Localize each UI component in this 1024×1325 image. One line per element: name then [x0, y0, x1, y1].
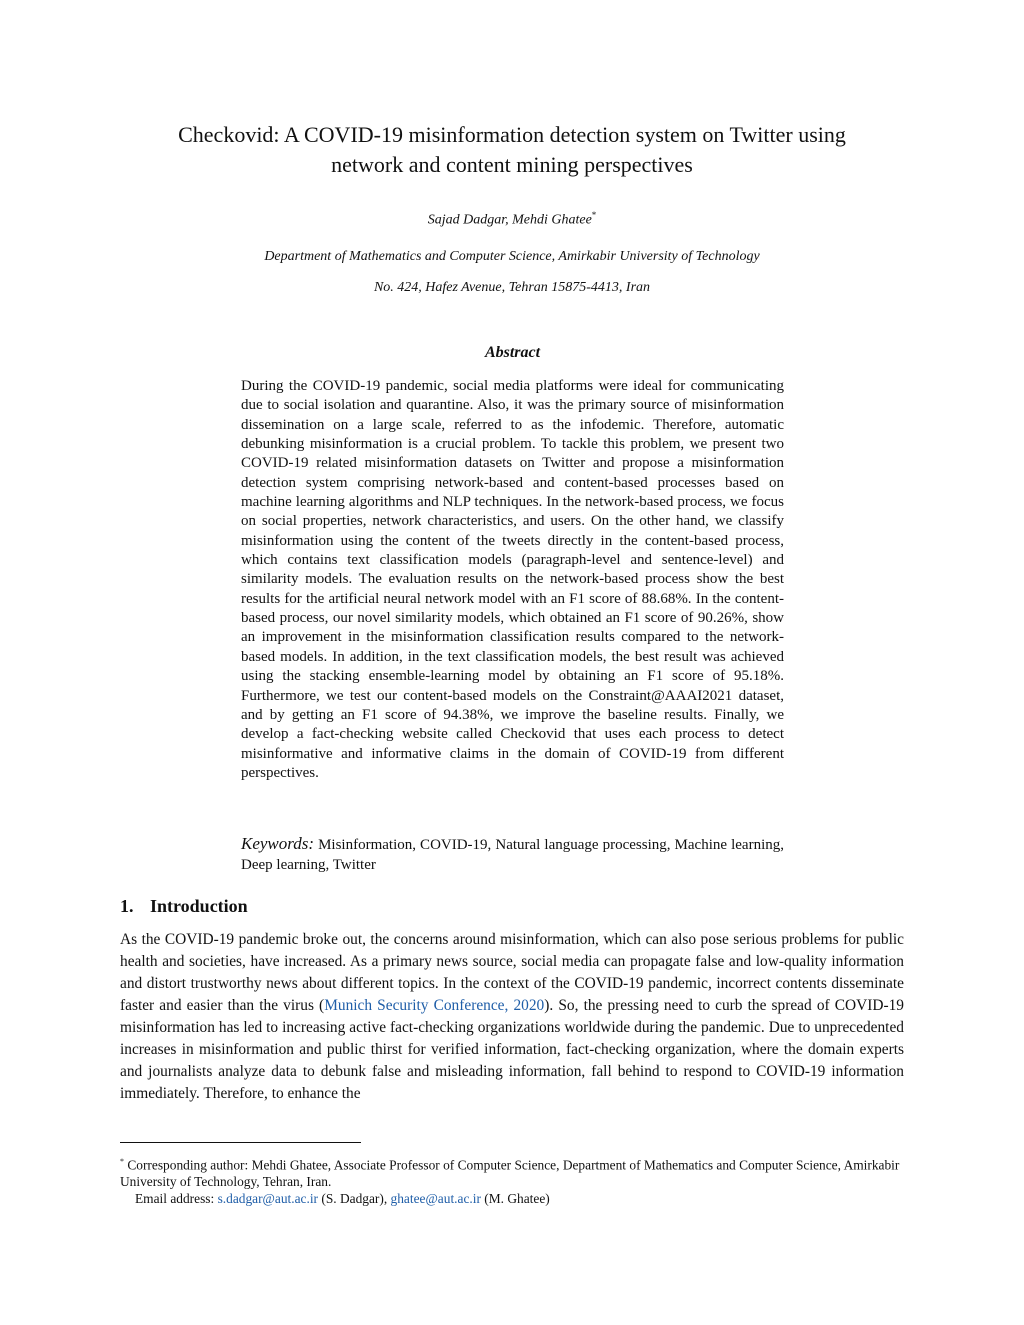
intro-text-part-2: ). So, the pressing need to curb the spread of COVID-19 misinformation has led to increasing active fact-checking organizations worldwide during the pandemic. Due to unprecedented increases in misinformation and public thirst for verified information, fact-checking organization, where the domain experts and journalists analyze data to debunk false and misleading information, fall behind to respond to COVID-19 information immediately. Therefore, to enhance the [120, 997, 905, 1102]
abstract-text: During the COVID-19 pandemic, social media platforms were ideal for communicating due to social isolation and quarantine. Also, it was the primary source of misinformation dissemination on a large scale, referred to as the infodemic. Therefore, automatic debunking misinformation is a crucial problem. To tackle this problem, we present two COVID-19 related misinformation datasets on Twitter and propose a misinformation detection system comprising network-based and content-based processes based on machine learning algorithms and NLP techniques. In the network-based process, we focus on social properties, network characteristics, and users. On the other hand, we classify misinformation using the content of the tweets directly in the content-based process, which contains text classification models (paragraph-level and sentence-level) and similarity models. The evaluation results on the network-based process show the best results for the artificial neural network model with an F1 score of 88.68%. In the content-based process, our novel similarity models, which obtained an F1 score of 90.26%, show an improvement in the misinformation classification results compared to the network-based models. In addition, in the text classification models, the best result was achieved using the stacking ensemble-learning model by obtaining an F1 score of 95.18%. Furthermore, we test our content-based models on the Constraint@AAAI2021 dataset, and by getting an F1 score of 94.38%, we improve the baseline results. Finally, we develop a fact-checking website called Checkovid that uses each process to detect misinformative and informative claims in the domain of COVID-19 from different perspectives. [241, 378, 784, 781]
footnote-corresponding-author [120, 1153, 904, 1190]
citation-link[interactable]: Munich Security Conference, 2020 [324, 997, 545, 1014]
abstract-heading: Abstract [484, 344, 541, 361]
footnote-email-line [120, 1190, 904, 1207]
keywords-block [241, 834, 784, 875]
section-title: Introduction [150, 896, 248, 916]
email-label: Email address: [135, 1191, 218, 1207]
affiliation-address: No. 424, Hafez Avenue, Tehran 15875-4413, Iran [373, 280, 651, 295]
section-number: 1. [120, 896, 134, 916]
keywords-text: Misinformation, COVID-19, Natural language processing, Machine learning, Deep learning, Twitter [241, 837, 784, 873]
email-link-dadgar[interactable]: s.dadgar@aut.ac.ir [217, 1191, 319, 1207]
paper-title-line-2: network and content mining perspectives [331, 152, 693, 177]
intro-text-part-1: As the COVID-19 pandemic broke out, the concerns around misinformation, which can also pose serious problems for public health and societies, have increased. As a primary news source, social media can propagate false and low-quality information and distort trustworthy news about different topics. In the context of the COVID-19 pandemic, incorrect contents disseminate faster and easier than the virus ( [120, 931, 904, 1014]
section-heading [120, 896, 248, 917]
email-owner-ghatee: (M. Ghatee) [480, 1191, 550, 1207]
corresponding-author-mark: * [591, 210, 597, 220]
affiliation-institution: Department of Mathematics and Computer Science, Amirkabir University of Technology [264, 249, 760, 264]
author-list [120, 210, 904, 229]
keywords-label: Keywords: [241, 834, 315, 853]
email-owner-dadgar: (S. Dadgar), [318, 1191, 391, 1207]
footnote-divider [120, 1142, 361, 1143]
email-link-ghatee[interactable]: ghatee@aut.ac.ir [390, 1191, 481, 1207]
footnote-mark: * [120, 1157, 124, 1166]
footnote-text: Corresponding author: Mehdi Ghatee, Associate Professor of Computer Science, Department of Mathematics and Computer Science, Amirkabir University of Technology, Tehran, Iran. [120, 1157, 900, 1190]
author-names: Sajad Dadgar, Mehdi Ghatee [427, 212, 592, 228]
footnote [120, 1153, 904, 1207]
paper-title [120, 120, 904, 180]
introduction-paragraph [120, 929, 904, 1105]
paper-title-line-1: Checkovid: A COVID-19 misinformation detection system on Twitter using [178, 122, 846, 147]
